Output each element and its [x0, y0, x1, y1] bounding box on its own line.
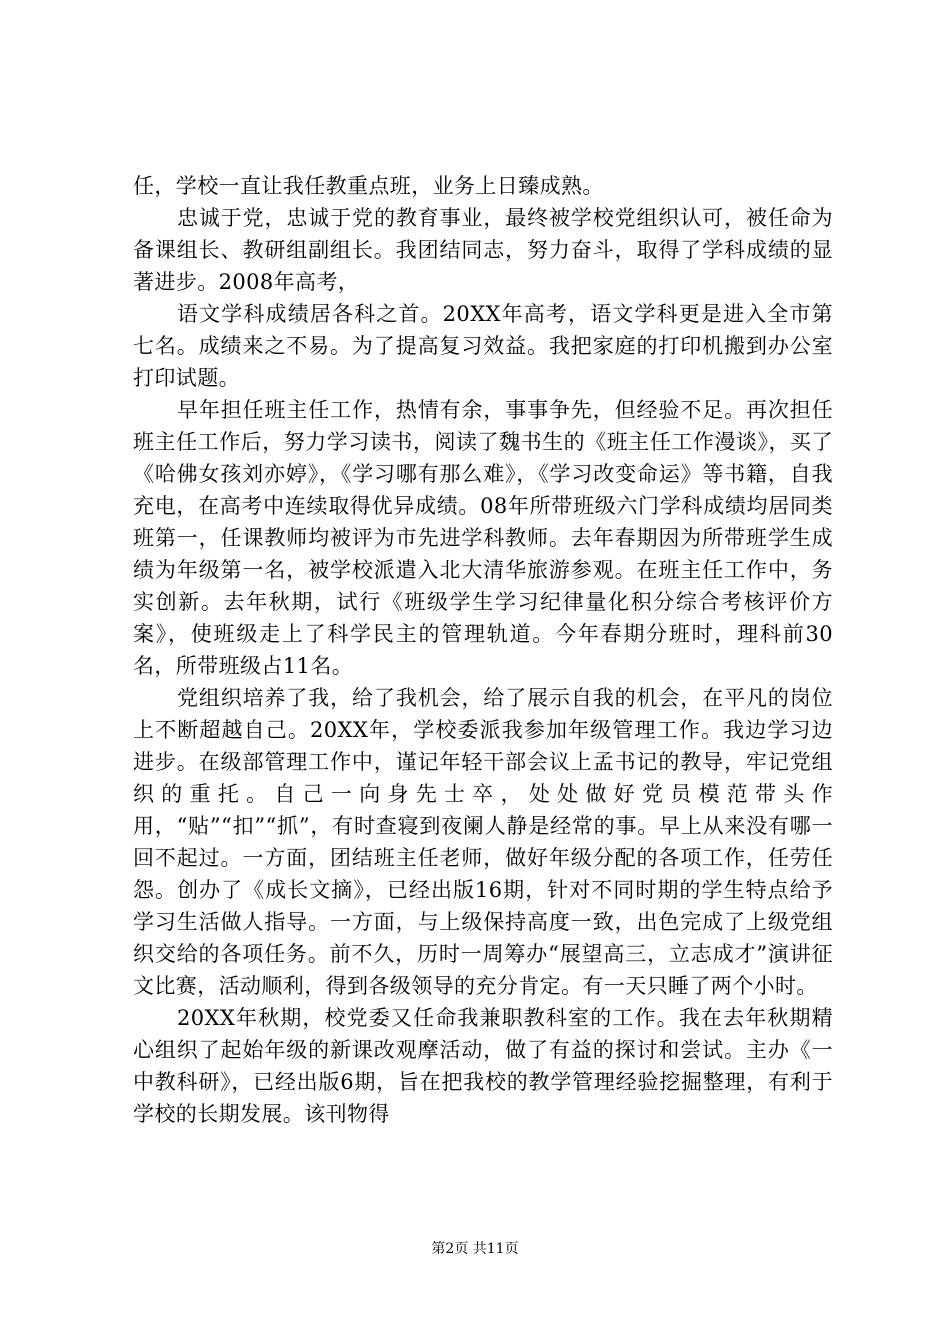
paragraph-5: 党组织培养了我，给了我机会，给了展示自我的机会，在平凡的岗位上不断超越自己。20XX年，学校委派我参加年级管理工作。我边学习边进步。在级部管理工作中，谨记年轻干部会议上孟书记的教导，牢记党组织的重托。自己一向身先士卒，处处做好党员模范带头作用，“贴”“扣”“抓”，有时查寝到夜阑人静是经常的事。早上从来没有哪一回不起过。一方面，团结班主任老师，做好年级分配的各项工作，任劳任怨。创办了《成长文摘》，已经出版16期，针对不同时期的学生特点给予学习生活做人指导。一方面，与上级保持高度一致，出色完成了上级党组织交给的各项任务。前不久，历时一周筹办“展望高三，立志成才”演讲征文比赛，活动顺利，得到各级领导的充分肯定。有一天只睡了两个小时。	[133, 686, 833, 998]
paragraph-2: 忠诚于党，忠诚于党的教育事业，最终被学校党组织认可，被任命为备课组长、教研组副组长。我团结同志，努力奋斗，取得了学科成绩的显著进步。2008年高考，	[133, 206, 833, 294]
document-body	[133, 170, 833, 1130]
paragraph-4: 早年担任班主任工作，热情有余，事事争先，但经验不足。再次担任班主任工作后，努力学习读书，阅读了魏书生的《班主任工作漫谈》，买了《哈佛女孩刘亦婷》，《学习哪有那么难》，《学习改变命运》等书籍，自我充电，在高考中连续取得优异成绩。08年所带班级六门学科成绩均居同类班第一，任课教师均被评为市先进学科教师。去年春期因为所带班学生成绩为年级第一名，被学校派遣入北大清华旅游参观。在班主任工作中，务实创新。去年秋期，试行《班级学生学习纪律量化积分综合考核评价方案》，使班级走上了科学民主的管理轨道。今年春期分班时，理科前30名，所带班级占11名。	[133, 398, 833, 678]
paragraph-3: 语文学科成绩居各科之首。20XX年高考，语文学科更是进入全市第七名。成绩来之不易。为了提高复习效益。我把家庭的打印机搬到办公室打印试题。	[133, 302, 833, 390]
paragraph-6: 20XX年秋期，校党委又任命我兼职教科室的工作。我在去年秋期精心组织了起始年级的新课改观摩活动，做了有益的探讨和尝试。主办《一中教科研》，已经出版6期，旨在把我校的教学管理经验挖掘整理，有利于学校的长期发展。该刊物得	[133, 1006, 833, 1126]
paragraph-1: 任，学校一直让我任教重点班，业务上日臻成熟。	[133, 174, 604, 198]
page-number-footer: 第2页 共11页	[431, 1241, 519, 1257]
